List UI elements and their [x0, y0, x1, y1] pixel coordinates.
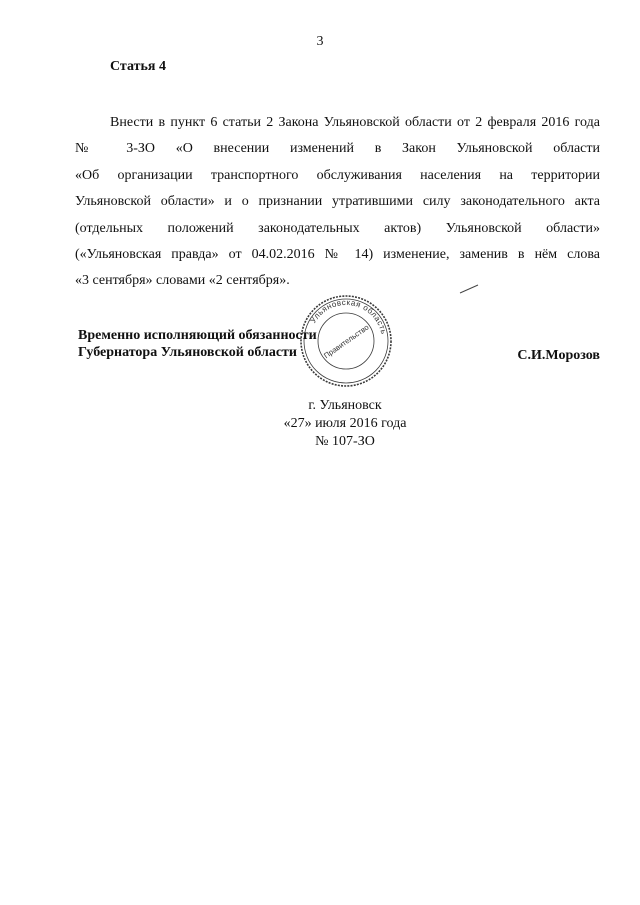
signer-title — [78, 327, 317, 361]
pen-mark — [458, 283, 480, 295]
signer-title-line: Губернатора Ульяновской области — [78, 345, 297, 360]
seal-ring-text: Ульяновская область — [308, 297, 389, 336]
place-date-block — [240, 397, 450, 451]
article-line: «3 сентября» словами «2 сентября». — [75, 273, 290, 289]
signer-title-line: Временно исполняющий обязанности — [78, 328, 317, 343]
seal-center-text: Правительство — [322, 322, 371, 361]
city: г. Ульяновск — [308, 398, 382, 413]
article-line: («Ульяновская правда» от 04.02.2016 № 14) изменение, заменив в нём слова — [75, 247, 600, 263]
article-heading: Статья 4 — [110, 59, 166, 74]
law-number: № 107-ЗО — [315, 434, 375, 449]
article-line: Ульяновской области» и о признании утратившими силу законодательного акта — [75, 194, 600, 210]
article-body — [75, 110, 600, 295]
signer-name: С.И.Морозов — [517, 348, 600, 363]
article-line: (отдельных положений законодательных актов) Ульяновской области» — [75, 220, 600, 236]
article-line: «Об организации транспортного обслуживания населения на территории — [75, 167, 600, 183]
page-number: 3 — [316, 34, 324, 49]
article-line: Внести в пункт 6 статьи 2 Закона Ульяновской области от 2 февраля 2016 года — [110, 115, 600, 130]
article-line: № 3-ЗО «О внесении изменений в Закон Ульяновской области — [75, 141, 600, 157]
date: «27» июля 2016 года — [283, 416, 407, 431]
